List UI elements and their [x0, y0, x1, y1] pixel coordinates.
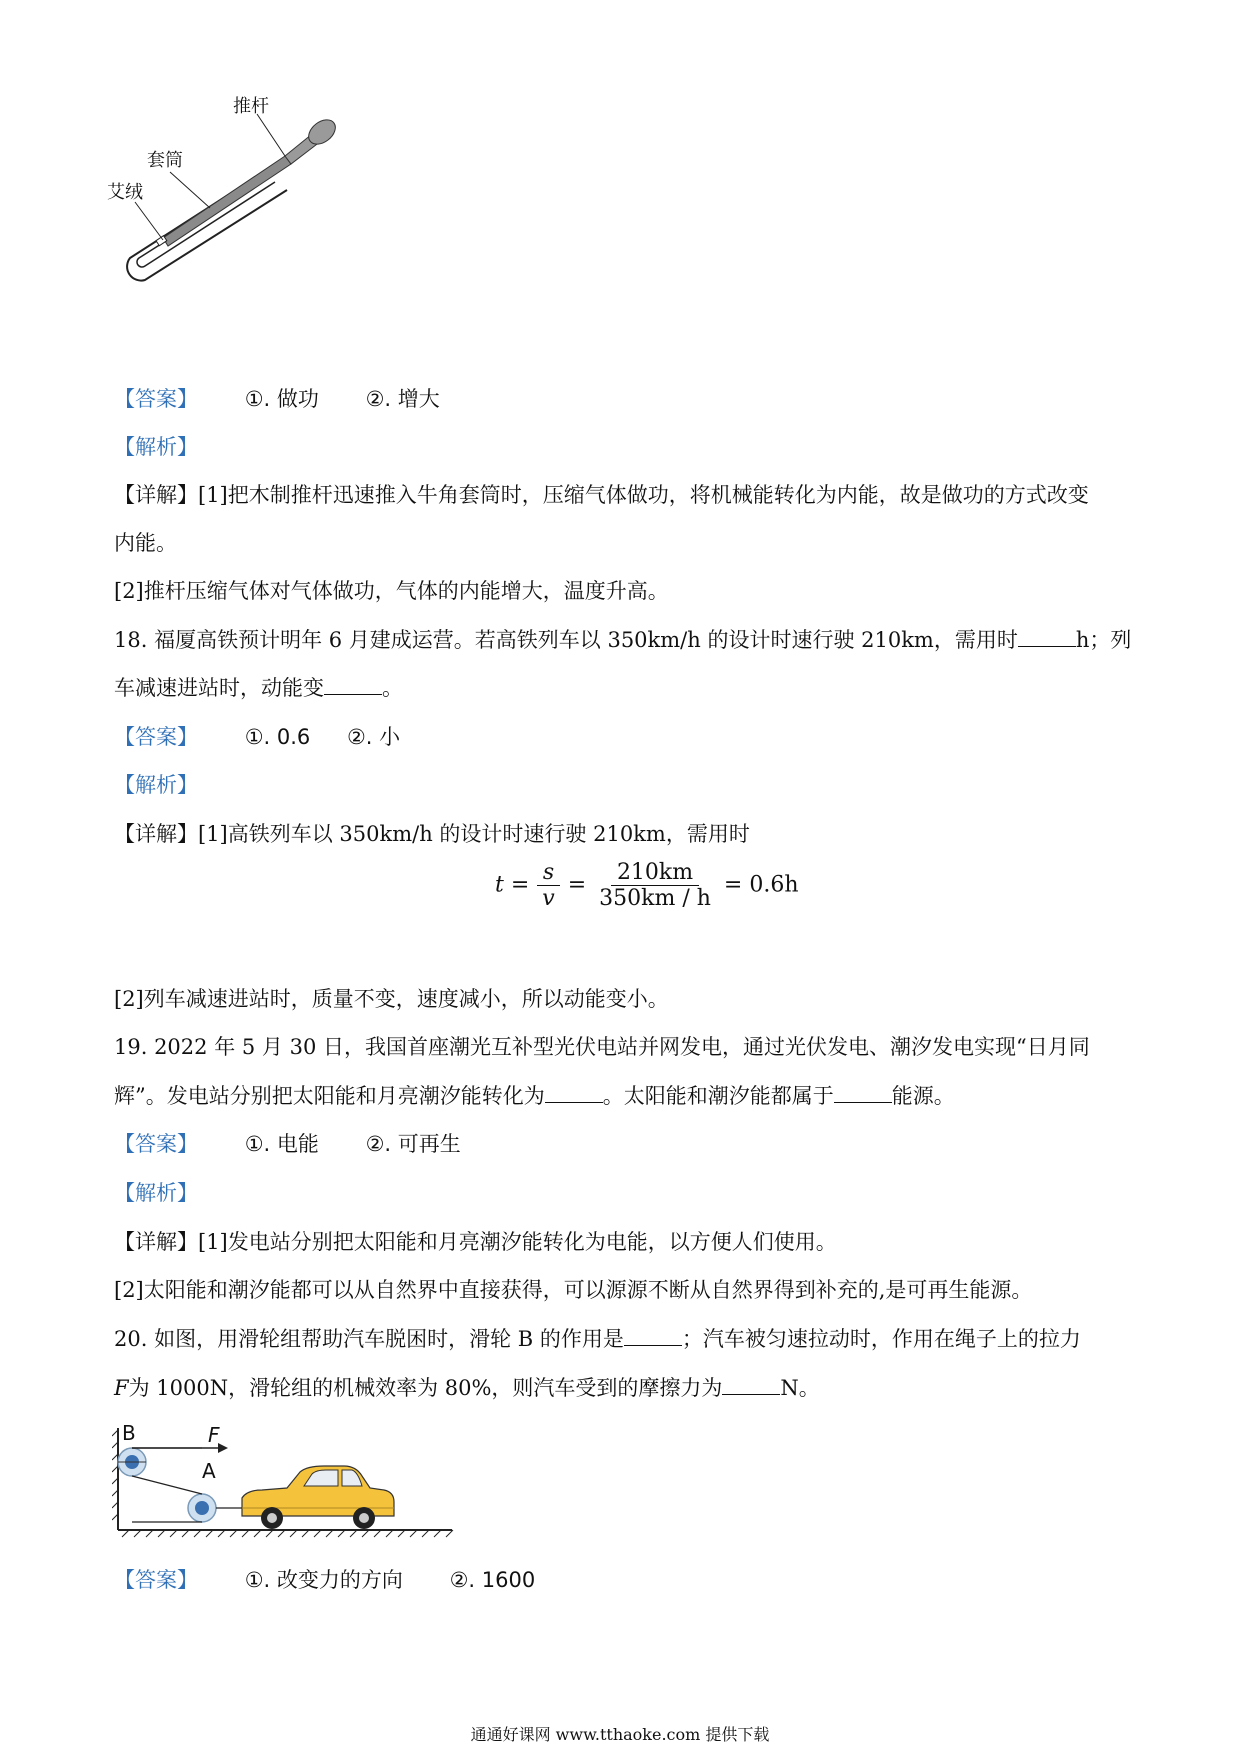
q18-stem-b2: 。: [382, 676, 403, 700]
formula-t: t: [495, 872, 504, 898]
detail-tag: 【详解】: [114, 1230, 198, 1254]
formula-s: s: [537, 860, 560, 886]
label-b: B: [122, 1421, 136, 1445]
q20-answer-line: [114, 1566, 535, 1594]
formula-v: v: [542, 886, 555, 911]
q17-detail-line-3: [2]推杆压缩气体对气体做功，气体的内能增大，温度升高。: [114, 579, 669, 603]
q18-stem-line-2: [114, 674, 403, 702]
q19-analysis-line: [114, 1179, 198, 1207]
answer-2: ②. 小: [346, 725, 401, 749]
answer-tag: 【答案】: [114, 1568, 198, 1592]
q17-analysis-line: [114, 433, 198, 461]
analysis-tag: 【解析】: [114, 773, 198, 797]
page-footer: 通通好课网 www.tthaoke.com 提供下载: [470, 1725, 770, 1744]
q18-stem-line-1: [114, 626, 1131, 654]
q19-stem-line-1: 19. 2022 年 5 月 30 日，我国首座潮光互补型光伏电站并网发电，通过光伏发电、潮汐发电实现“日月同: [114, 1035, 1090, 1059]
answer-1: ①. 0.6: [244, 725, 311, 749]
q19-stem-b1: 辉”。发电站分别把太阳能和月亮潮汐能转化为: [114, 1084, 545, 1108]
formula-result: = 0.6h: [723, 872, 799, 898]
formula-fraction: [593, 860, 717, 911]
analysis-tag: 【解析】: [114, 435, 198, 459]
blank[interactable]: [545, 1084, 603, 1103]
formula-eq2: =: [567, 872, 587, 898]
label-f: F: [208, 1423, 220, 1447]
q20-force-symbol: F: [114, 1376, 129, 1400]
moxa-pusher-figure: [95, 90, 355, 290]
q18-formula: [495, 860, 799, 930]
label-moxa: 艾绒: [107, 182, 143, 203]
q20-stem-line-2: [114, 1374, 820, 1402]
pulley-a: [188, 1494, 216, 1522]
q20-stem-a1: 20. 如图，用滑轮组帮助汽车脱困时，滑轮 B 的作用是: [114, 1327, 624, 1351]
q19-stem-b2: 。太阳能和潮汐能都属于: [602, 1084, 834, 1108]
q20-stem-b1: 为 1000N，滑轮组的机械效率为 80%，则汽车受到的摩擦力为: [128, 1376, 723, 1400]
formula-eq1: =: [510, 872, 530, 898]
answer-tag: 【答案】: [114, 387, 198, 411]
detail-tag: 【详解】: [114, 483, 198, 507]
q20-stem-line-1: [114, 1325, 1081, 1353]
label-sleeve: 套筒: [147, 150, 183, 171]
answer-2: ②. 可再生: [365, 1132, 461, 1156]
detail-tag: 【详解】: [114, 822, 198, 846]
blank[interactable]: [834, 1084, 892, 1103]
q20-stem-b2: N。: [780, 1376, 820, 1400]
label-a: A: [202, 1459, 216, 1483]
q19-stem-b3: 能源。: [891, 1084, 955, 1108]
formula-denominator: 350km / h: [599, 886, 711, 911]
answer-1: ①. 电能: [244, 1132, 319, 1156]
detail-text: [1]发电站分别把太阳能和月亮潮汐能转化为电能，以方便人们使用。: [198, 1230, 837, 1254]
q19-detail-line-1: [114, 1228, 837, 1256]
q17-answer-line: [114, 385, 440, 413]
pusher-rod: [163, 115, 340, 246]
pulley-car-figure: [112, 1420, 462, 1540]
q18-stem-a2: h；列: [1075, 628, 1132, 652]
blank[interactable]: [1018, 628, 1076, 647]
formula-numerator: 210km: [611, 860, 699, 886]
pulley-b: [118, 1448, 146, 1476]
q17-detail-line-1: [114, 481, 1089, 509]
q18-analysis-line: [114, 771, 198, 799]
answer-2: ②. 增大: [365, 387, 440, 411]
q20-stem-a2: ；汽车被匀速拉动时，作用在绳子上的拉力: [681, 1327, 1081, 1351]
blank[interactable]: [722, 1376, 780, 1395]
formula-sv: [536, 860, 560, 911]
analysis-tag: 【解析】: [114, 1181, 198, 1205]
detail-text: [1]把木制推杆迅速推入牛角套筒时，压缩气体做功，将机械能转化为内能，故是做功的方式改变: [198, 483, 1089, 507]
blank[interactable]: [624, 1327, 682, 1346]
answer-2: ②. 1600: [449, 1568, 536, 1592]
q19-detail-line-2: [2]太阳能和潮汐能都可以从自然界中直接获得，可以源源不断从自然界得到补充的,是可再生能源。: [114, 1278, 1033, 1302]
q17-detail-line-2: 内能。: [114, 531, 177, 555]
q18-detail-line-1: [114, 820, 750, 848]
answer-1: ①. 改变力的方向: [244, 1568, 403, 1592]
q19-stem-line-2: [114, 1082, 955, 1110]
car: [242, 1466, 394, 1529]
q18-stem-b1: 车减速进站时，动能变: [114, 676, 324, 700]
q18-stem-a1: 18. 福厦高铁预计明年 6 月建成运营。若高铁列车以 350km/h 的设计时速行驶 210km，需用时: [114, 628, 1018, 652]
blank[interactable]: [324, 676, 382, 695]
q19-answer-line: [114, 1130, 461, 1158]
q18-answer-line: [114, 723, 400, 751]
answer-tag: 【答案】: [114, 725, 198, 749]
answer-1: ①. 做功: [244, 387, 319, 411]
detail-text: [1]高铁列车以 350km/h 的设计时速行驶 210km，需用时: [198, 822, 750, 846]
answer-tag: 【答案】: [114, 1132, 198, 1156]
label-pusher: 推杆: [233, 96, 269, 117]
q18-detail-line-2: [2]列车减速进站时，质量不变，速度减小，所以动能变小。: [114, 987, 669, 1011]
